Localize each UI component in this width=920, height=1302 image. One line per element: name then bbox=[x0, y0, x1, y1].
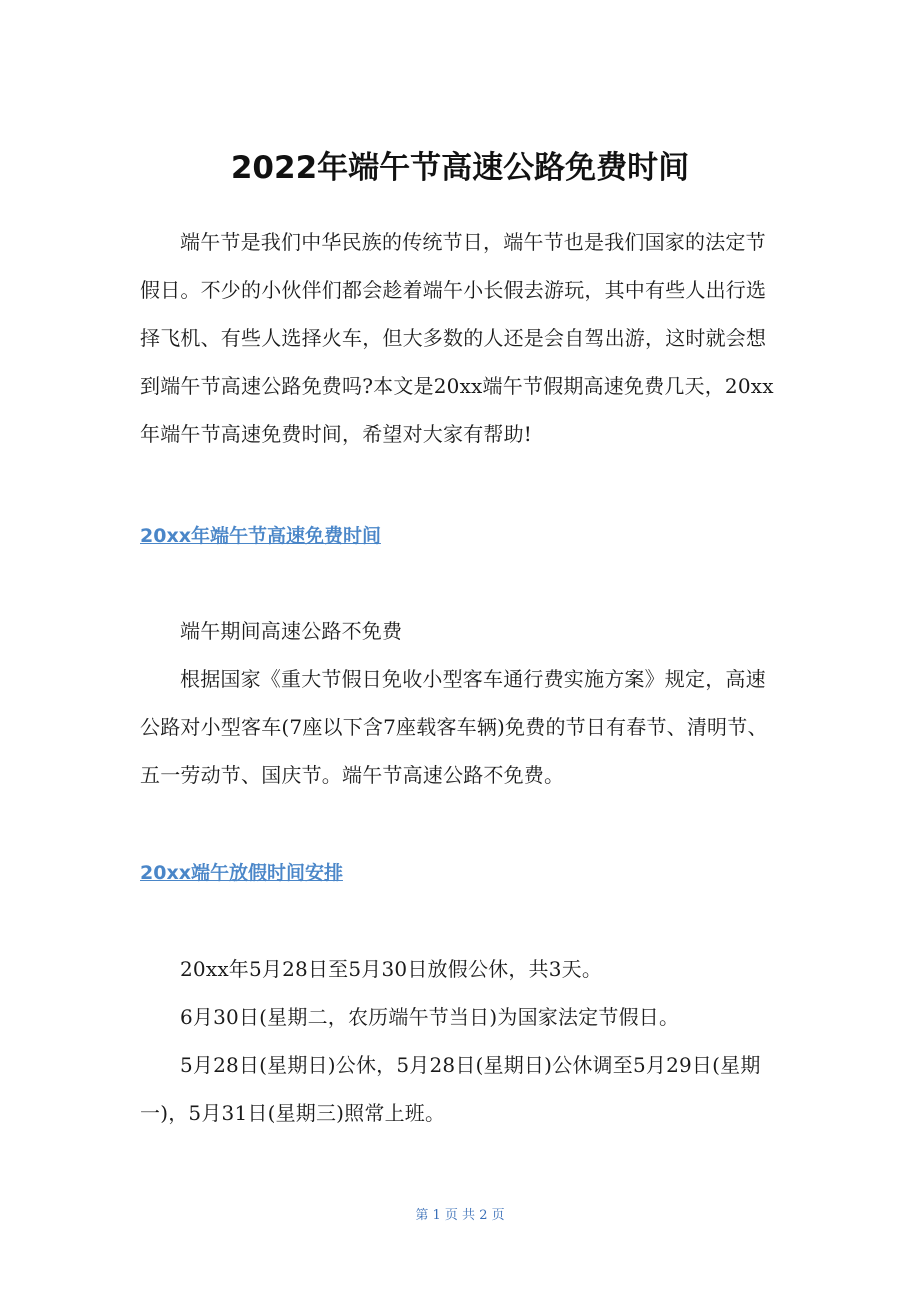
section1-paragraph-2: 根据国家《重大节假日免收小型客车通行费实施方案》规定，高速公路对小型客车(7座以下含7座载客车辆)免费的节日有春节、清明节、五一劳动节、国庆节。端午节高速公路不免费。 bbox=[140, 667, 768, 787]
page-number-footer: 第 1 页 共 2 页 bbox=[415, 1208, 505, 1223]
page-title: 2022年端午节高速公路免费时间 bbox=[230, 150, 690, 186]
section1-paragraph-1: 端午期间高速公路不免费 bbox=[180, 619, 403, 643]
section2-paragraph-3: 5月28日(星期日)公休，5月28日(星期日)公休调至5月29日(星期一)，5月31日(星期三)照常上班。 bbox=[140, 1053, 761, 1125]
section-heading-free-time[interactable]: 20xx年端午节高速免费时间 bbox=[140, 525, 381, 547]
section2-paragraph-1: 20xx年5月28日至5月30日放假公休，共3天。 bbox=[180, 957, 603, 981]
section-heading-holiday-schedule[interactable]: 20xx端午放假时间安排 bbox=[140, 862, 343, 884]
intro-paragraph: 端午节是我们中华民族的传统节日，端午节也是我们国家的法定节假日。不少的小伙伴们都会趁着端午小长假去游玩，其中有些人出行选择飞机、有些人选择火车，但大多数的人还是会自驾出游，这时就会想到端午节高速公路免费吗?本文是20xx端午节假期高速免费几天，20xx年端午节高速免费时间，希望对大家有帮助! bbox=[140, 230, 774, 446]
section2-paragraph-2: 6月30日(星期二，农历端午节当日)为国家法定节假日。 bbox=[180, 1005, 680, 1029]
